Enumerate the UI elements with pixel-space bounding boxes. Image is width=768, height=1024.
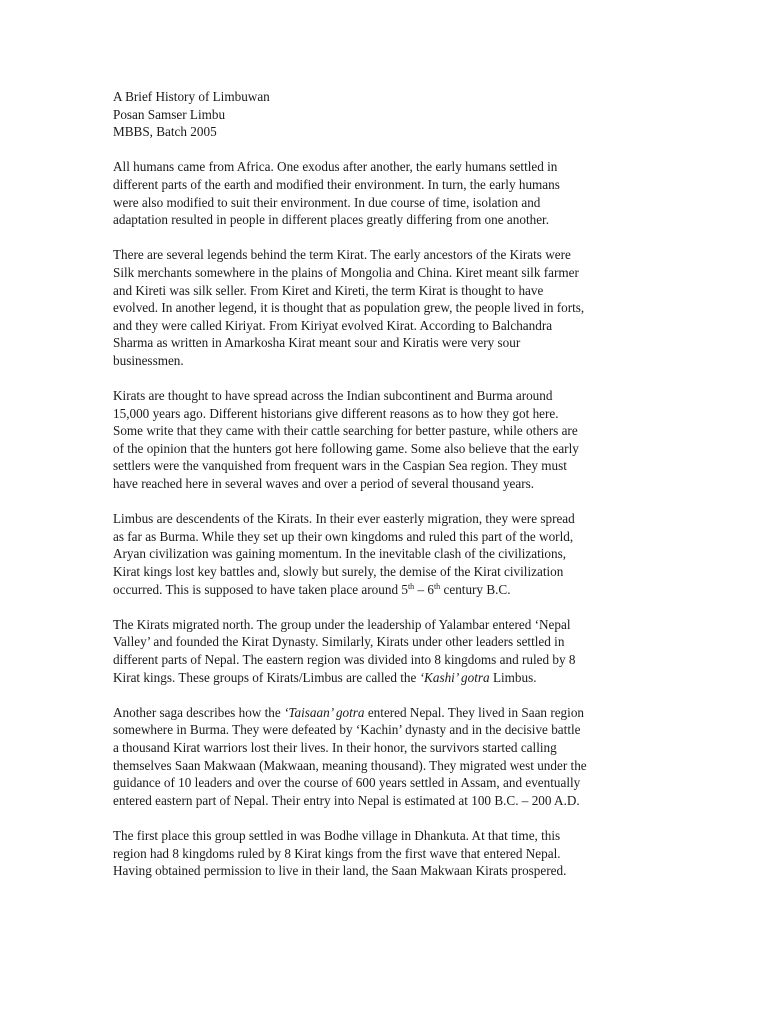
paragraph-2 [113, 246, 673, 369]
text-line: Sharma as written in Amarkosha Kirat meant sour and Kiratis were very sour [113, 335, 521, 351]
paragraph-6 [113, 704, 673, 810]
superscript-ordinal: th [407, 581, 415, 591]
paragraph-7 [113, 827, 673, 880]
text-fragment: Limbus. [489, 669, 537, 685]
text-line: evolved. In another legend, it is thought that as population grew, the people lived in forts, [113, 300, 585, 316]
text-line: businessmen. [113, 352, 184, 368]
text-line [113, 581, 673, 599]
text-line [113, 669, 673, 687]
text-line: and Kireti was silk seller. From Kiret and Kireti, the term Kirat is thought to have [113, 282, 544, 298]
text-line: Kirat kings lost key battles and, slowly but surely, the demise of the Kirat civilization [113, 564, 564, 580]
text-fragment: century B.C. [440, 581, 511, 597]
italic-term: ‘Taisaan’ gotra [284, 704, 365, 720]
author-name: Posan Samser Limbu [113, 106, 226, 122]
text-line: Having obtained permission to live in their land, the Saan Makwaan Kirats prospered. [113, 863, 567, 879]
italic-term: ‘Kashi’ gotra [419, 669, 490, 685]
text-line: and they were called Kiriyat. From Kiriyat evolved Kirat. According to Balchandra [113, 317, 553, 333]
text-line: Some write that they came with their cattle searching for better pasture, while others are [113, 423, 578, 439]
text-line: were also modified to suit their environment. In due course of time, isolation and [113, 194, 541, 210]
paragraph-1 [113, 158, 673, 228]
text-fragment: occurred. This is supposed to have taken place around 5 [113, 581, 408, 597]
text-line: somewhere in Burma. They were defeated by ‘Kachin’ dynasty and in the decisive battle [113, 722, 581, 738]
text-line [113, 704, 673, 722]
paragraph-5 [113, 616, 673, 686]
text-line: Limbus are descendents of the Kirats. In their ever easterly migration, they were spread [113, 511, 575, 527]
text-fragment: entered Nepal. They lived in Saan region [364, 704, 585, 720]
superscript-ordinal: th [433, 581, 441, 591]
text-line: The Kirats migrated north. The group under the leadership of Yalambar entered ‘Nepal [113, 616, 571, 632]
text-line: Valley’ and founded the Kirat Dynasty. Similarly, Kirats under other leaders settled in [113, 634, 565, 650]
text-line: a thousand Kirat warriors lost their lives. In their honor, the survivors started calling [113, 739, 557, 755]
text-line: There are several legends behind the term Kirat. The early ancestors of the Kirats were [113, 247, 571, 263]
document-title: A Brief History of Limbuwan [113, 89, 270, 104]
text-line: region had 8 kingdoms ruled by 8 Kirat kings from the first wave that entered Nepal. [113, 845, 561, 861]
text-line: The first place this group settled in was Bodhe village in Dhankuta. At that time, this [113, 827, 561, 843]
text-line: different parts of Nepal. The eastern region was divided into 8 kingdoms and ruled by 8 [113, 652, 576, 667]
paragraph-4 [113, 510, 673, 598]
text-fragment: Another saga describes how the [113, 704, 285, 720]
paragraph-3 [113, 387, 673, 493]
text-line: Kirats are thought to have spread across the Indian subcontinent and Burma around [113, 388, 553, 404]
text-line: Aryan civilization was gaining momentum. In the inevitable clash of the civilizations, [113, 546, 567, 562]
text-line: as far as Burma. While they set up their own kingdoms and ruled this part of the world, [113, 528, 574, 544]
text-line: guidance of 10 leaders and over the course of 600 years settled in Assam, and eventually [113, 775, 581, 791]
text-fragment: – 6 [414, 581, 434, 597]
text-line: adaptation resulted in people in different places greatly differing from one another. [113, 212, 550, 228]
text-line: themselves Saan Makwaan (Makwaan, meaning thousand). They migrated west under the [113, 757, 587, 773]
text-line: different parts of the earth and modified their environment. In turn, the early humans [113, 176, 560, 192]
text-line: 15,000 years ago. Different historians give different reasons as to how they got here. [113, 405, 559, 421]
document-body [113, 88, 673, 880]
text-fragment: Kirat kings. These groups of Kirats/Limbus are called the [113, 669, 420, 685]
text-line: All humans came from Africa. One exodus after another, the early humans settled in [113, 159, 558, 175]
text-line: entered eastern part of Nepal. Their entry into Nepal is estimated at 100 B.C. – 200 A.D. [113, 792, 580, 808]
text-line: Silk merchants somewhere in the plains of Mongolia and China. Kiret meant silk farmer [113, 264, 579, 280]
author-affiliation: MBBS, Batch 2005 [113, 124, 217, 140]
document-header [113, 88, 673, 141]
text-line: have reached here in several waves and over a period of several thousand years. [113, 476, 535, 492]
text-line: settlers were the vanquished from frequent wars in the Caspian Sea region. They must [113, 458, 567, 474]
text-line: of the opinion that the hunters got here following game. Some also believe that the early [113, 440, 579, 456]
